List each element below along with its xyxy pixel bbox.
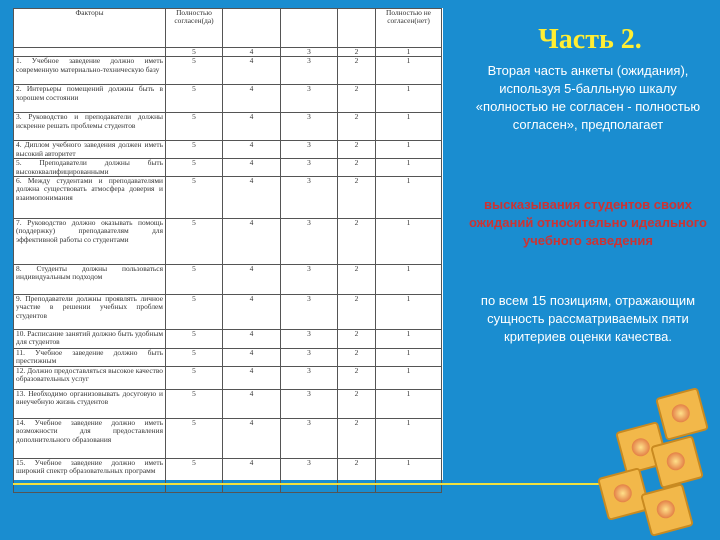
rating-option[interactable]: 5 [166,113,223,141]
rating-option[interactable]: 1 [376,330,442,349]
factor-text: 3. Руководство и преподаватели должны искренне решать проблемы студентов [14,113,166,141]
rating-option[interactable]: 4 [223,458,281,492]
factor-text: 11. Учебное заведение должно быть престижным [14,349,166,367]
factor-text: 4. Диплом учебного заведения должен иметь высокий авторитет [14,141,166,159]
rating-option[interactable]: 1 [376,141,442,159]
rating-option[interactable]: 4 [223,418,281,458]
factor-text: 9. Преподаватели должны проявлять личное участие в решении учебных проблем студентов [14,295,166,330]
rating-option[interactable]: 3 [281,219,338,265]
rating-option[interactable]: 3 [281,57,338,85]
rating-option[interactable]: 2 [338,219,376,265]
table-row [14,295,442,330]
rating-option[interactable]: 4 [223,113,281,141]
rating-option[interactable]: 1 [376,57,442,85]
rating-option[interactable]: 2 [338,418,376,458]
factor-text: 6. Между студентами и преподавателями должна существовать атмосфера доверия и взаимопонимания [14,177,166,219]
table-row [14,265,442,295]
rating-option[interactable]: 5 [166,389,223,418]
rating-option[interactable]: 3 [281,265,338,295]
rating-option[interactable]: 1 [376,219,442,265]
factor-text: 10. Расписание занятий должно быть удобным для студентов [14,330,166,349]
rating-option[interactable]: 5 [166,366,223,389]
rating-option[interactable]: 2 [338,159,376,177]
rating-option[interactable]: 5 [166,85,223,113]
questionnaire-sheet [13,8,443,480]
rating-option[interactable]: 4 [223,85,281,113]
rating-option[interactable]: 3 [281,177,338,219]
rating-option[interactable]: 3 [281,159,338,177]
table-row [14,159,442,177]
rating-option[interactable]: 3 [281,418,338,458]
rating-option[interactable]: 5 [166,418,223,458]
rating-option[interactable]: 3 [281,349,338,367]
table-row [14,366,442,389]
rating-option[interactable]: 3 [281,141,338,159]
rating-option[interactable]: 4 [223,265,281,295]
scale-value: 1 [376,48,442,57]
table-row [14,389,442,418]
decor-cube-icon [655,387,709,441]
rating-option[interactable]: 1 [376,366,442,389]
rating-option[interactable]: 2 [338,389,376,418]
rating-option[interactable]: 2 [338,141,376,159]
table-row [14,349,442,367]
rating-option[interactable]: 5 [166,295,223,330]
rating-option[interactable]: 1 [376,349,442,367]
scale-value: 3 [281,48,338,57]
header-agree: Полностью согласен(да) [166,9,223,48]
factor-text: 15. Учебное заведение должно иметь широкий спектр образовательных программ [14,458,166,492]
rating-option[interactable]: 4 [223,366,281,389]
decor-cube-icon [650,435,704,489]
rating-option[interactable]: 3 [281,330,338,349]
rating-option[interactable]: 3 [281,389,338,418]
rating-option[interactable]: 3 [281,458,338,492]
table-row [14,458,442,492]
table-row [14,113,442,141]
factor-text: 1. Учебное заведение должно иметь современную материально-техническую базу [14,57,166,85]
rating-option[interactable]: 2 [338,349,376,367]
scale-row [14,48,442,57]
rating-option[interactable]: 5 [166,177,223,219]
rating-option[interactable]: 1 [376,159,442,177]
factor-text: 5. Преподаватели должны быть высококвалифицированными [14,159,166,177]
table-row [14,177,442,219]
rating-option[interactable]: 2 [338,85,376,113]
rating-option[interactable]: 2 [338,295,376,330]
rating-option[interactable]: 5 [166,265,223,295]
factor-text: 12. Должно предоставляться высокое качество образовательных услуг [14,366,166,389]
rating-option[interactable]: 3 [281,85,338,113]
rating-option[interactable]: 3 [281,366,338,389]
rating-option[interactable]: 5 [166,141,223,159]
rating-option[interactable]: 5 [166,330,223,349]
scale-value: 4 [223,48,281,57]
rating-option[interactable]: 5 [166,219,223,265]
factor-text: 14. Учебное заведение должно иметь возможности для предоставления дополнительного образования [14,418,166,458]
rating-option[interactable]: 5 [166,349,223,367]
rating-option[interactable]: 1 [376,389,442,418]
table-row [14,85,442,113]
rating-option[interactable]: 5 [166,57,223,85]
rating-option[interactable]: 4 [223,141,281,159]
rating-option[interactable]: 1 [376,265,442,295]
highlight-text: высказывания студентов своих ожиданий относительно идеального учебного заведения [469,197,707,248]
intro-text: Вторая часть анкеты (ожидания), используя 5-балльную шкалу «полностью не согласен - полностью согласен», предполагает [475,63,701,132]
rating-option[interactable]: 1 [376,295,442,330]
rating-option[interactable]: 4 [223,330,281,349]
rating-option[interactable]: 2 [338,265,376,295]
rating-option[interactable]: 4 [223,219,281,265]
rating-option[interactable]: 1 [376,418,442,458]
scale-value: 5 [166,48,223,57]
table-row [14,418,442,458]
table-row [14,219,442,265]
divider-line [13,483,606,485]
rating-option[interactable]: 2 [338,366,376,389]
header-disagree: Полностью не согласен(нет) [376,9,442,48]
factor-text: 8. Студенты должны пользоваться индивидуальным подходом [14,265,166,295]
rating-option[interactable]: 4 [223,295,281,330]
rating-option[interactable]: 4 [223,159,281,177]
rating-option[interactable]: 5 [166,458,223,492]
rating-option[interactable]: 4 [223,389,281,418]
rating-option[interactable]: 2 [338,458,376,492]
rating-option[interactable]: 2 [338,330,376,349]
factor-text: 2. Интерьеры помещений должны быть в хорошем состоянии [14,85,166,113]
rating-option[interactable]: 3 [281,295,338,330]
rating-option[interactable]: 4 [223,349,281,367]
rating-option[interactable]: 1 [376,177,442,219]
rating-option[interactable]: 4 [223,177,281,219]
rating-option[interactable]: 1 [376,113,442,141]
scale-value: 2 [338,48,376,57]
questionnaire-table [13,8,442,493]
slide-title: Часть 2. [538,24,642,55]
outro-text: по всем 15 позициям, отражающим сущность рассматриваемых пяти критериев оценки качества. [480,293,696,344]
rating-option[interactable]: 2 [338,113,376,141]
rating-option[interactable]: 4 [223,57,281,85]
rating-option[interactable]: 1 [376,458,442,492]
table-row [14,330,442,349]
factor-text: 13. Необходимо организовывать досуговую и внеучебную жизнь студентов [14,389,166,418]
header-factors: Факторы [14,9,166,48]
table-row [14,57,442,85]
rating-option[interactable]: 3 [281,113,338,141]
table-row [14,141,442,159]
rating-option[interactable]: 2 [338,177,376,219]
decor-cube-icon [640,483,694,537]
rating-option[interactable]: 5 [166,159,223,177]
factor-text: 7. Руководство должно оказывать помощь (поддержку) преподавателям для эффективной работы со студентами [14,219,166,265]
rating-option[interactable]: 2 [338,57,376,85]
rating-option[interactable]: 1 [376,85,442,113]
